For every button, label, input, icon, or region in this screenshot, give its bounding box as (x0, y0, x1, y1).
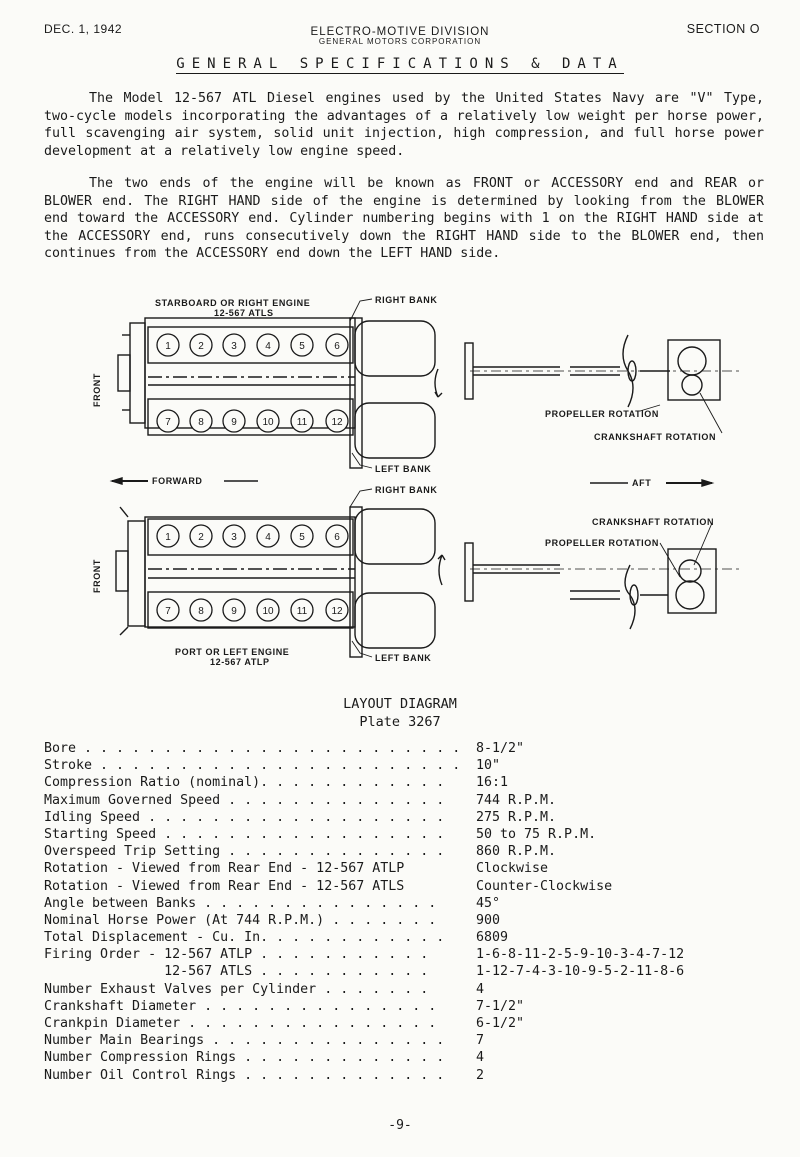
spec-row (44, 1032, 764, 1049)
spec-value: 8-1/2" (476, 741, 525, 756)
spec-table (44, 740, 764, 1084)
spec-value: 45° (476, 895, 501, 911)
cylinder-number: 9 (231, 417, 237, 428)
spec-row (44, 860, 764, 877)
spec-label: Compression Ratio (nominal). . . . . . . . . . . . (44, 775, 445, 791)
cylinder-number: 2 (198, 532, 204, 543)
spec-value: Clockwise (476, 861, 549, 877)
right-bank-label-bottom: RIGHT BANK (375, 485, 438, 495)
cylinder-number: 5 (299, 341, 305, 352)
starboard-engine-model: 12-567 ATLS (214, 308, 274, 318)
cylinder-number: 7 (165, 417, 171, 428)
spec-row (44, 843, 764, 860)
cylinder-number: 6 (334, 532, 340, 543)
spec-row (44, 792, 764, 809)
spec-value: 7 (476, 1033, 485, 1049)
spec-label: Idling Speed . . . . . . . . . . . . . . . . . . . (44, 809, 445, 825)
crankshaft-rotation-label-bottom: CRANKSHAFT ROTATION (592, 517, 715, 527)
spec-label: Stroke . . . . . . . . . . . . . . . . . . . . . . . (44, 758, 461, 774)
spec-label: Crankshaft Diameter . . . . . . . . . . . . . . . (44, 998, 437, 1014)
left-bank-label-top: LEFT BANK (375, 464, 432, 474)
spec-row (44, 963, 764, 980)
starboard-engine-label: STARBOARD OR RIGHT ENGINE (155, 298, 311, 308)
cylinder-number: 5 (299, 532, 305, 543)
cylinder-number: 2 (198, 341, 204, 352)
header-date: DEC. 1, 1942 (44, 22, 123, 36)
cylinder-number: 11 (296, 606, 308, 617)
paragraph-orientation: The two ends of the engine will be known as FRONT or ACCESSORY end and REAR or BLOWER end. The RIGHT HAND side of the engine is determined by looking from the BLOWER end toward the ACCESSORY end. Cylinder numbering begins with 1 on the RIGHT HAND side at the ACCESSORY end, runs consecutively down the RIGHT HAND side to the BLOWER end, then continues from the ACCESSORY end down the LEFT HAND side. (44, 176, 764, 262)
spec-value: 6809 (476, 930, 509, 946)
spec-value: 50 to 75 R.P.M. (476, 826, 597, 842)
spec-value: 10" (476, 758, 501, 774)
page-number: -9- (388, 1118, 412, 1133)
spec-label: Number Exhaust Valves per Cylinder . . . . . . . (44, 981, 429, 997)
cylinder-number: 8 (198, 606, 204, 617)
spec-label: Nominal Horse Power (At 744 R.P.M.) . . . . . . . (44, 912, 437, 928)
forward-label: FORWARD (152, 476, 203, 486)
spec-label: Starting Speed . . . . . . . . . . . . . . . . . . (44, 826, 445, 842)
port-right-bank-cylinders (157, 525, 348, 547)
starboard-driveline (465, 335, 740, 685)
spec-label: Rotation - Viewed from Rear End - 12-567 ATLP (44, 861, 405, 877)
cylinder-number: 8 (198, 417, 204, 428)
spec-row (44, 912, 764, 929)
spec-value: 2 (476, 1067, 485, 1083)
spec-row (44, 757, 764, 774)
cylinder-number: 1 (165, 532, 171, 543)
spec-value: 744 R.P.M. (476, 792, 557, 808)
spec-value: 860 R.P.M. (476, 844, 557, 860)
spec-row (44, 740, 764, 757)
cylinder-number: 11 (296, 417, 308, 428)
right-bank-label-top: RIGHT BANK (375, 295, 438, 305)
spec-row (44, 826, 764, 843)
spec-label: Angle between Banks . . . . . . . . . . . . . . . (44, 895, 437, 911)
spec-value: 275 R.P.M. (476, 809, 557, 825)
cylinder-number: 4 (265, 532, 271, 543)
header-organization (0, 26, 800, 46)
cylinder-number: 4 (265, 341, 271, 352)
cylinder-number: 10 (262, 606, 274, 617)
spec-value: 4 (476, 981, 485, 997)
front-label-top: FRONT (92, 373, 102, 407)
spec-row (44, 1015, 764, 1032)
page-title-text: GENERAL SPECIFICATIONS & DATA (176, 56, 624, 72)
header-org-line1: ELECTRO-MOTIVE DIVISION (310, 26, 490, 38)
spec-value: 7-1/2" (476, 998, 525, 1014)
spec-label: Firing Order - 12-567 ATLP . . . . . . . . . . . (44, 947, 429, 963)
port-engine-model: 12-567 ATLP (210, 657, 270, 667)
cylinder-number: 12 (331, 606, 343, 617)
cylinder-number: 12 (331, 417, 343, 428)
spec-row (44, 929, 764, 946)
spec-row (44, 774, 764, 791)
header-org-line2: GENERAL MOTORS CORPORATION (318, 37, 482, 46)
spec-label: Overspeed Trip Setting . . . . . . . . . . . . . . (44, 844, 445, 860)
page-title (0, 56, 800, 72)
starboard-right-bank-cylinders (157, 334, 348, 356)
cylinder-number: 7 (165, 606, 171, 617)
spec-row (44, 1049, 764, 1066)
spec-label: 12-567 ATLS . . . . . . . . . . . (44, 964, 429, 980)
spec-row (44, 998, 764, 1015)
spec-value: 4 (476, 1050, 485, 1066)
propeller-rotation-label-bottom: PROPELLER ROTATION (545, 538, 659, 548)
spec-label: Number Main Bearings . . . . . . . . . . . . . . . (44, 1033, 445, 1049)
spec-row (44, 981, 764, 998)
spec-value: 16:1 (476, 775, 509, 791)
cylinder-number: 10 (262, 417, 274, 428)
spec-value: 900 (476, 912, 501, 928)
left-bank-label-bottom: LEFT BANK (375, 653, 432, 663)
port-engine-label: PORT OR LEFT ENGINE (175, 647, 290, 657)
spec-label: Number Compression Rings . . . . . . . . . . . . . (44, 1050, 445, 1066)
spec-label: Total Displacement - Cu. In. . . . . . . . . . . . (44, 930, 445, 946)
spec-row (44, 878, 764, 895)
spec-value: 6-1/2" (476, 1016, 525, 1031)
spec-row (44, 809, 764, 826)
paragraph-intro: The Model 12-567 ATL Diesel engines used by the United States Navy are "V" Type, two-cycle models incorporating the advantages of a relatively low weight per horse power, full scavenging air system, solid unit injection, high compression, and full horse power development at a relatively low engine speed. (44, 91, 764, 159)
cylinder-number: 9 (231, 606, 237, 617)
cylinder-number: 1 (165, 341, 171, 352)
aft-label: AFT (632, 478, 652, 488)
spec-row (44, 895, 764, 912)
spec-label: Maximum Governed Speed . . . . . . . . . . . . . . (44, 792, 445, 808)
front-label-bottom: FRONT (92, 559, 102, 593)
cylinder-number: 6 (334, 341, 340, 352)
layout-diagram (0, 285, 800, 685)
header-section: SECTION O (686, 22, 760, 36)
spec-value: 1-6-8-11-2-5-9-10-3-4-7-12 (476, 947, 685, 963)
spec-label: Number Oil Control Rings . . . . . . . . . . . . . (44, 1067, 445, 1083)
spec-label: Bore . . . . . . . . . . . . . . . . . . . . . . . . (44, 741, 461, 756)
cylinder-number: 3 (231, 532, 237, 543)
spec-row (44, 1067, 764, 1084)
cylinder-number: 3 (231, 341, 237, 352)
crankshaft-rotation-label-top: CRANKSHAFT ROTATION (594, 432, 717, 442)
spec-value: 1-12-7-4-3-10-9-5-2-11-8-6 (476, 964, 685, 980)
diagram-caption-plate: Plate 3267 (359, 714, 441, 730)
spec-label: Crankpin Diameter . . . . . . . . . . . . . . . . (44, 1016, 437, 1031)
port-left-bank-cylinders (157, 599, 348, 621)
diagram-caption-title: LAYOUT DIAGRAM (343, 696, 457, 712)
spec-value: Counter-Clockwise (476, 878, 613, 894)
spec-row (44, 946, 764, 963)
spec-label: Rotation - Viewed from Rear End - 12-567 ATLS (44, 878, 405, 894)
starboard-left-bank-cylinders (157, 410, 348, 432)
propeller-rotation-label-top: PROPELLER ROTATION (545, 409, 659, 419)
